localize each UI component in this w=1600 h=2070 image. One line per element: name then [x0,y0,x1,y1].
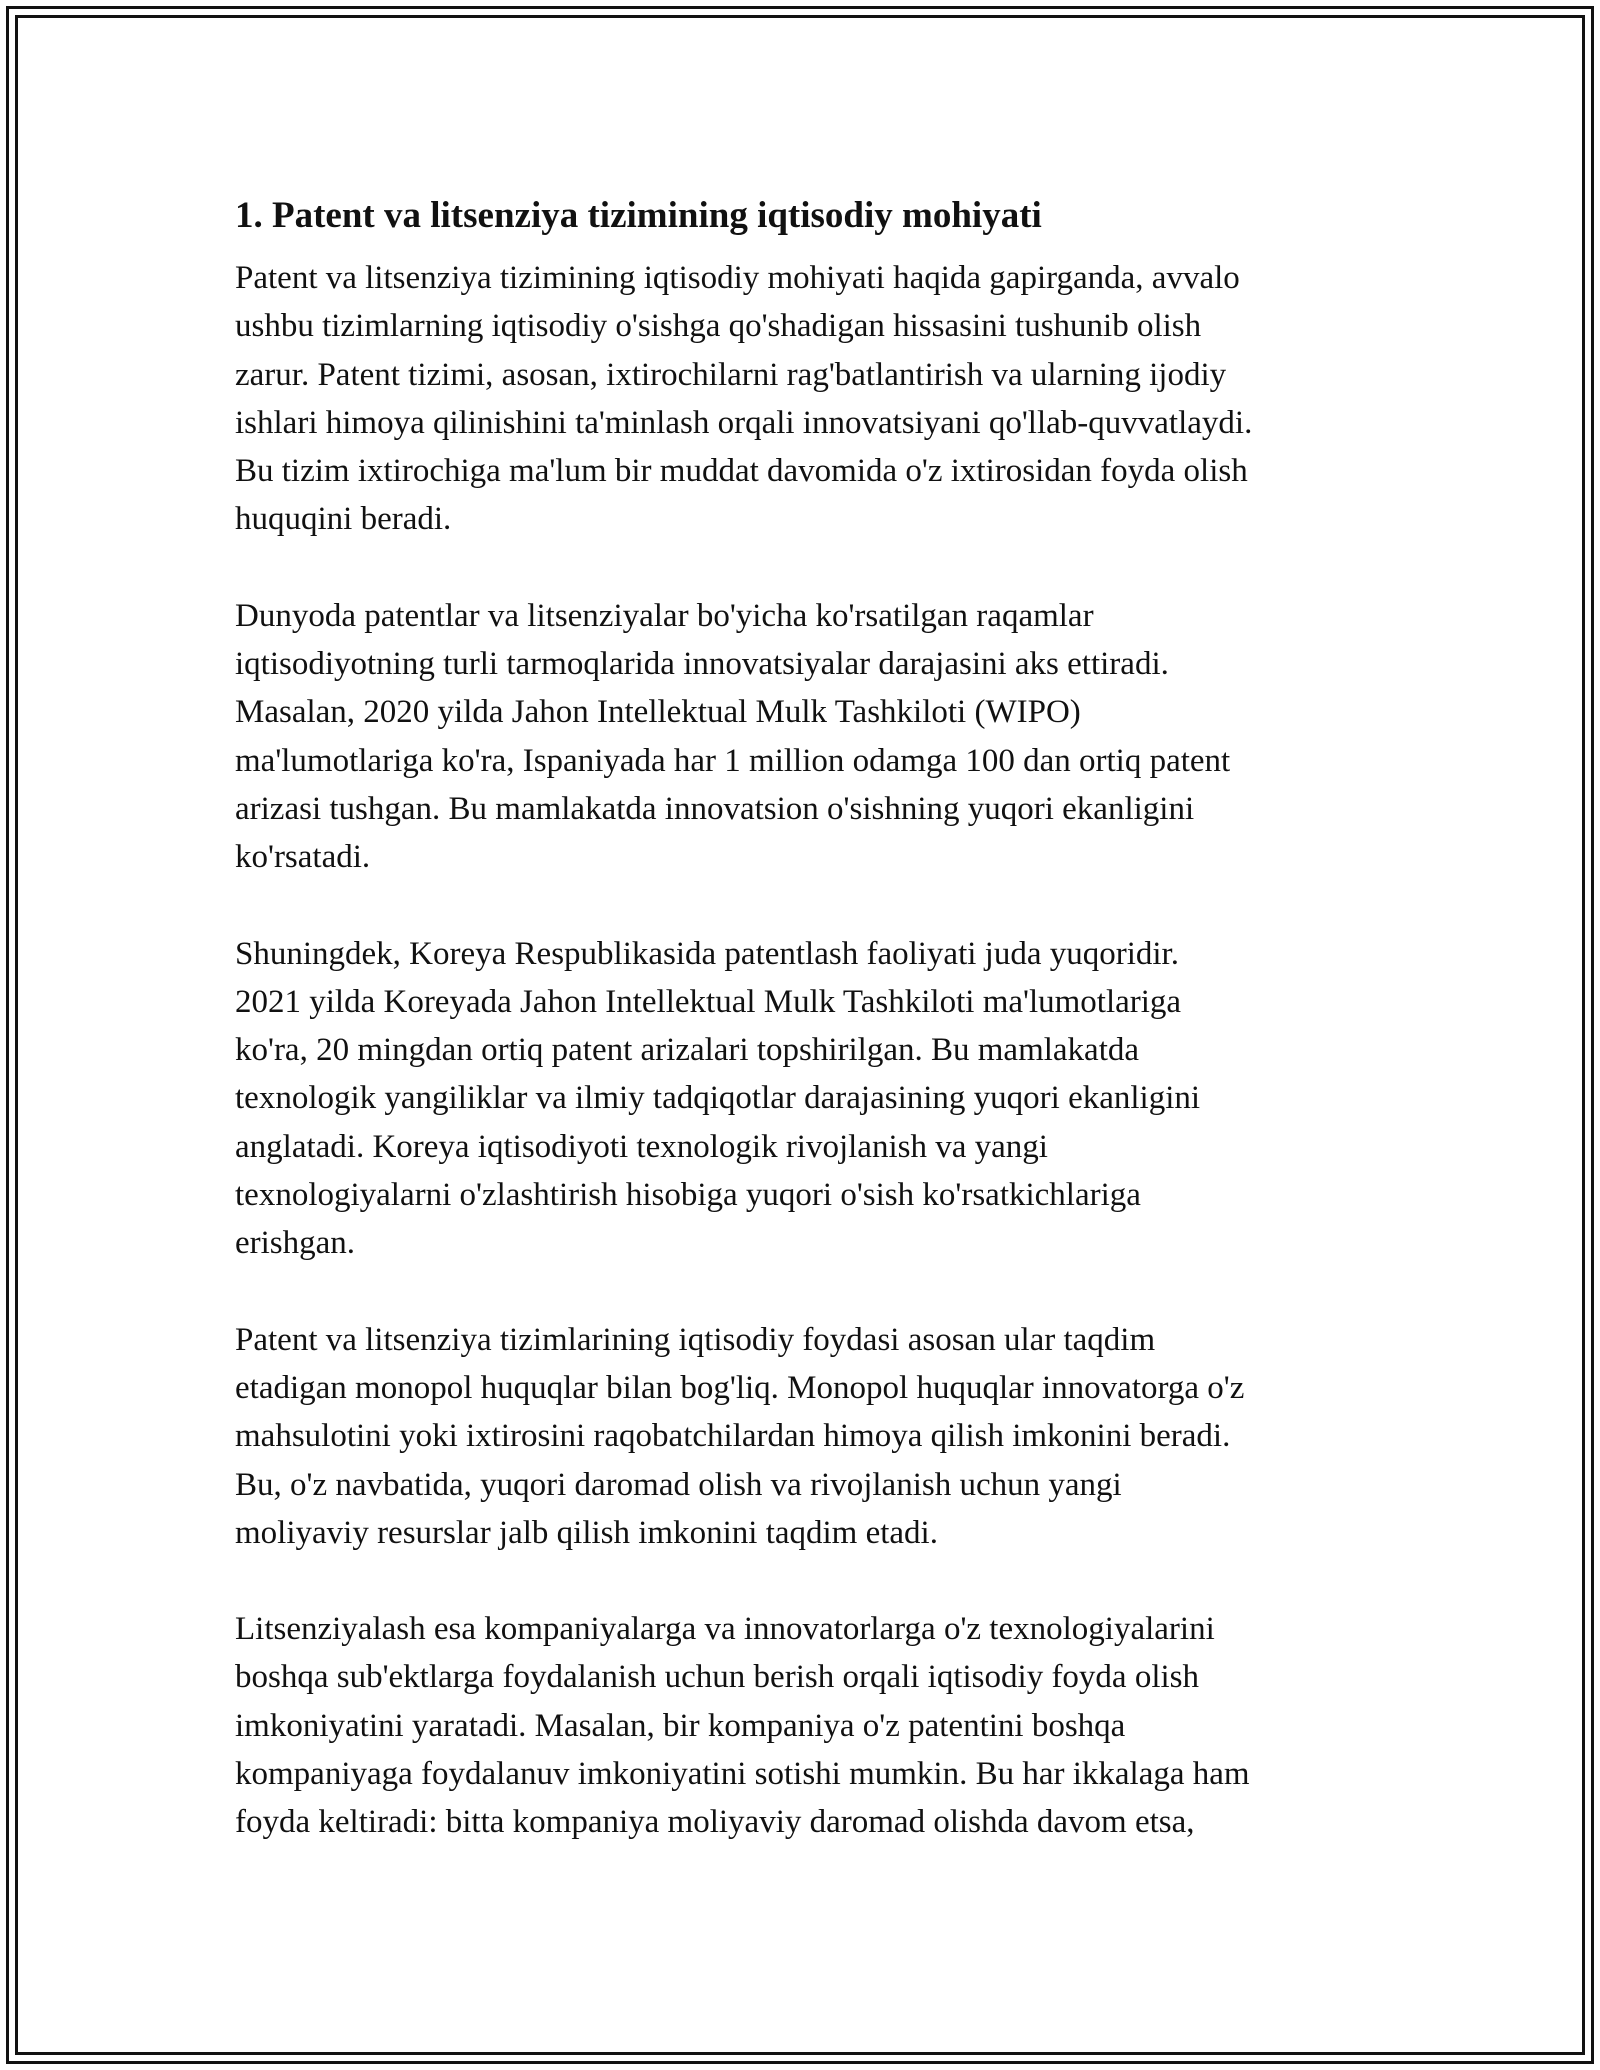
text-line: ko'ra, 20 mingdan ortiq patent arizalari topshirilgan. Bu mamlakatda [235,1032,1140,1069]
text-line: ishlari himoya qilinishini ta'minlash orqali innovatsiyani qo'llab-quvvatlaydi. [235,404,1253,441]
document-page [235,184,1385,1895]
text-line: ushbu tizimlarning iqtisodiy o'sishga qo'shadigan hissasini tushunib olish [235,308,1202,345]
text-line: Masalan, 2020 yilda Jahon Intellektual Mulk Tashkiloti (WIPO) [235,694,1081,731]
text-line: Patent va litsenziya tizimlarining iqtisodiy foydasi asosan ular taqdim [235,1321,1156,1358]
text-line: ma'lumotlariga ko'ra, Ispaniyada har 1 million odamga 100 dan ortiq patent [235,742,1231,779]
text-line: Dunyoda patentlar va litsenziyalar bo'yicha ko'rsatilgan raqamlar [235,597,1094,634]
paragraph-2 [235,592,1385,882]
paragraph-4 [235,1316,1385,1557]
text-line: erishgan. [235,1225,356,1262]
paragraph-1 [235,254,1385,544]
text-line: Patent va litsenziya tizimining iqtisodiy mohiyati haqida gapirganda, avvalo [235,260,1240,296]
text-line: texnologik yangiliklar va ilmiy tadqiqotlar darajasining yuqori ekanligini [235,1080,1201,1117]
paragraph-3 [235,930,1385,1268]
text-line: zarur. Patent tizimi, asosan, ixtirochilarni rag'batlantirish va ularning ijodiy [235,356,1227,393]
text-line: kompaniyaga foydalanuv imkoniyatini sotishi mumkin. Bu har ikkalaga ham [235,1756,1250,1793]
text-line: Bu, o'z navbatida, yuqori daromad olish va rivojlanish uchun yangi [235,1466,1122,1503]
paragraph-5 [235,1605,1385,1846]
text-line: foyda keltiradi: bitta kompaniya moliyaviy daromad olishda davom etsa, [235,1804,1195,1841]
text-line: 2021 yilda Koreyada Jahon Intellektual Mulk Tashkiloti ma'lumotlariga [235,983,1182,1020]
text-line: iqtisodiyotning turli tarmoqlarida innovatsiyalar darajasini aks ettiradi. [235,646,1169,683]
text-line: huquqini beradi. [235,501,452,538]
text-line: moliyaviy resurslar jalb qilish imkonini taqdim etadi. [235,1514,938,1551]
text-line: Bu tizim ixtirochiga ma'lum bir muddat davomida o'z ixtirosidan foyda olish [235,453,1248,490]
text-line: boshqa sub'ektlarga foydalanish uchun berish orqali iqtisodiy foyda olish [235,1659,1200,1696]
text-line: imkoniyatini yaratadi. Masalan, bir kompaniya o'z patentini boshqa [235,1707,1126,1744]
text-line: Shuningdek, Koreya Respublikasida patentlash faoliyati juda yuqoridir. [235,935,1179,972]
text-line: etadigan monopol huquqlar bilan bog'liq. Monopol huquqlar innovatorga o'z [235,1369,1245,1406]
section-heading: 1. Patent va litsenziya tizimining iqtisodiy mohiyati [235,195,1042,236]
text-line: arizasi tushgan. Bu mamlakatda innovatsion o'sishning yuqori ekanligini [235,790,1195,827]
text-line: mahsulotini yoki ixtirosini raqobatchilardan himoya qilish imkonini beradi. [235,1418,1231,1455]
text-line: ko'rsatadi. [235,839,371,876]
text-line: Litsenziyalash esa kompaniyalarga va innovatorlarga o'z texnologiyalarini [235,1611,1215,1648]
text-line: anglatadi. Koreya iqtisodiyoti texnologik rivojlanish va yangi [235,1128,1048,1165]
text-line: texnologiyalarni o'zlashtirish hisobiga yuqori o'sish ko'rsatkichlariga [235,1177,1141,1214]
